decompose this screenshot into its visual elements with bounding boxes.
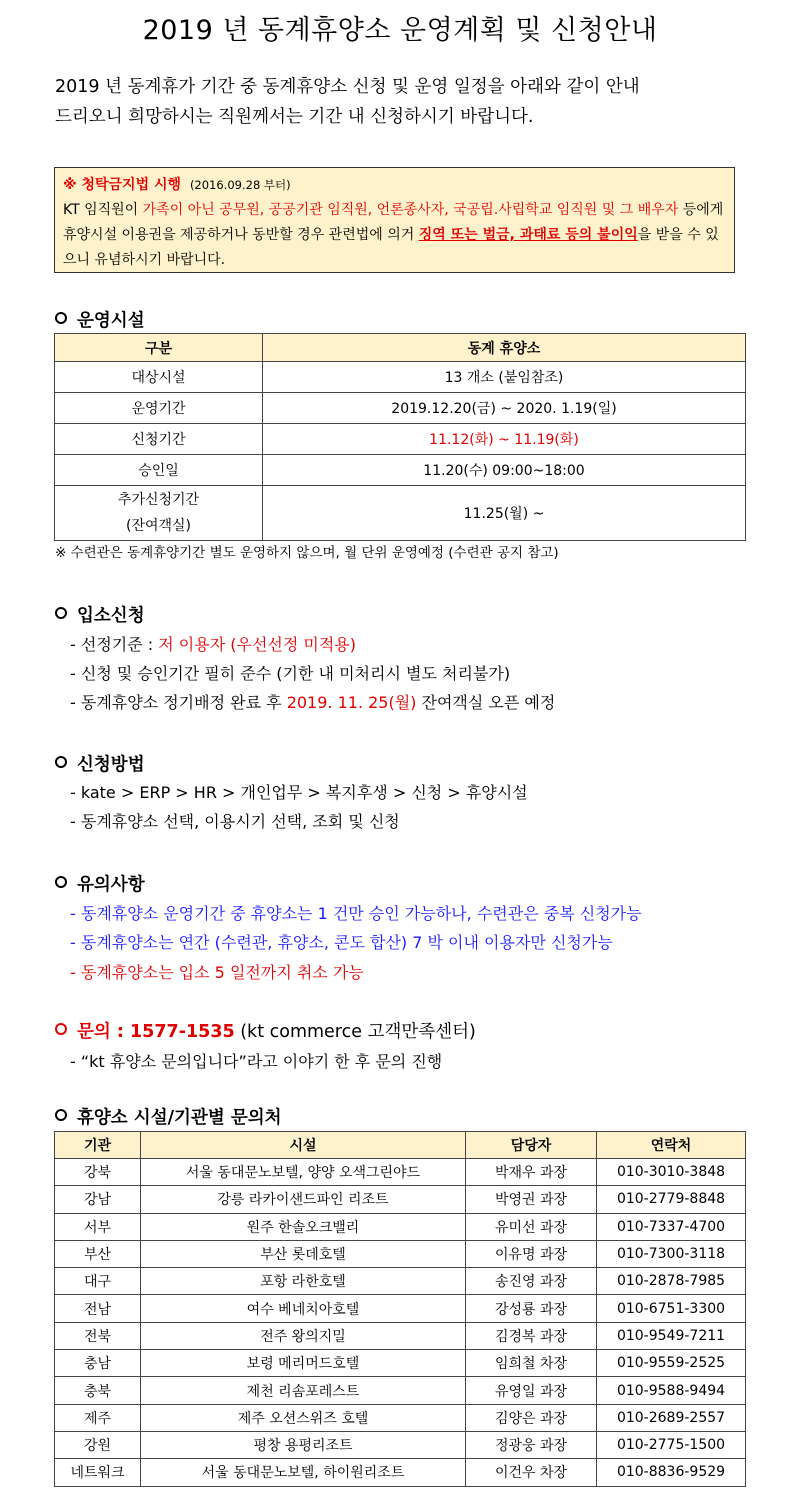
intro-line: 2019 년 동계휴가 기간 중 동계휴양소 신청 및 운영 일정을 아래와 같이 안내 <box>55 77 640 97</box>
manager-cell: 강성룡 과장 <box>466 1295 597 1322</box>
page-title: 2019 년 동계휴양소 운영계획 및 신청안내 <box>142 15 658 46</box>
notice-heading: ※ 청탁금지법 시행 <box>63 177 182 193</box>
cell-line: (잔여객실) <box>125 518 192 534</box>
manager-cell: 박영권 과장 <box>466 1186 597 1213</box>
contact-suffix: (kt commerce 고객만족센터) <box>234 1022 476 1042</box>
table-header: 담당자 <box>466 1132 597 1159</box>
org-cell: 서부 <box>55 1213 141 1240</box>
notes-line: - 동계휴양소 운영기간 중 휴양소는 1 건만 승인 가능하나, 수련관은 중복 신청가능 <box>70 904 642 923</box>
table-row <box>55 362 746 393</box>
section-apply <box>55 602 145 627</box>
phone-cell: 010-2775-1500 <box>597 1431 746 1458</box>
circle-bullet-icon <box>55 1109 67 1121</box>
cell-line: 추가신청기간 <box>117 492 200 508</box>
table-cell <box>55 486 263 541</box>
manager-cell: 임희철 차장 <box>466 1350 597 1377</box>
notice-date: (2016.09.28 부터) <box>189 178 291 192</box>
table-row <box>55 424 746 455</box>
table-cell: 11.20(수) 09:00~18:00 <box>263 455 746 486</box>
org-cell: 강북 <box>55 1159 141 1186</box>
org-cell: 충북 <box>55 1377 141 1404</box>
table-cell: 승인일 <box>55 455 263 486</box>
section-heading: 유의사항 <box>77 875 145 895</box>
manager-cell: 유미선 과장 <box>466 1213 597 1240</box>
table-cell: 13 개소 (붙임참조) <box>263 362 746 393</box>
facility-cell: 보령 메리머드호텔 <box>141 1350 466 1377</box>
table-row <box>55 1268 746 1295</box>
notice-box <box>54 167 735 273</box>
facilities-table <box>54 333 746 541</box>
table-header: 기관 <box>55 1132 141 1159</box>
table-cell: 운영기간 <box>55 393 263 424</box>
manager-cell: 이유명 과장 <box>466 1240 597 1267</box>
org-cell: 대구 <box>55 1268 141 1295</box>
phone-cell: 010-2689-2557 <box>597 1404 746 1431</box>
facility-cell: 부산 롯데호텔 <box>141 1240 466 1267</box>
facility-cell: 원주 한솔오크밸리 <box>141 1213 466 1240</box>
table-header: 시설 <box>141 1132 466 1159</box>
section-contact <box>55 1018 476 1043</box>
table-row <box>55 1240 746 1267</box>
org-cell: 네트워크 <box>55 1459 141 1486</box>
notice-text: KT 임직원이 <box>63 202 143 218</box>
text-highlight: 저 이용자 (우선선정 미적용) <box>158 635 357 654</box>
text: - 동계휴양소 정기배정 완료 후 <box>70 693 287 712</box>
table-row <box>55 486 746 541</box>
table-cell: 신청기간 <box>55 424 263 455</box>
facility-cell: 서울 동대문노보텔, 하이원리조트 <box>141 1459 466 1486</box>
table-header: 연락처 <box>597 1132 746 1159</box>
table-cell: 대상시설 <box>55 362 263 393</box>
facility-cell: 제주 오션스위즈 호텔 <box>141 1404 466 1431</box>
notice-body <box>63 198 726 273</box>
circle-bullet-icon <box>55 756 67 768</box>
section-facilities <box>55 307 145 332</box>
table-row <box>55 1186 746 1213</box>
table-row <box>55 1377 746 1404</box>
circle-bullet-icon <box>55 607 67 619</box>
phone-cell: 010-9588-9494 <box>597 1377 746 1404</box>
org-cell: 충남 <box>55 1350 141 1377</box>
section-heading: 신청방법 <box>77 755 145 775</box>
facility-cell: 평창 용평리조트 <box>141 1431 466 1458</box>
table-row <box>55 1322 746 1349</box>
section-heading: 문의 : 1577-1535 <box>77 1022 235 1042</box>
section-directory <box>55 1104 282 1129</box>
phone-cell: 010-6751-3300 <box>597 1295 746 1322</box>
table-header: 동계 휴양소 <box>263 334 746 362</box>
table-row <box>55 1159 746 1186</box>
phone-cell: 010-8836-9529 <box>597 1459 746 1486</box>
method-line: - kate > ERP > HR > 개인업무 > 복지후생 > 신청 > 휴양시설 <box>70 783 528 802</box>
manager-cell: 유영일 과장 <box>466 1377 597 1404</box>
section-heading: 입소신청 <box>77 606 145 626</box>
manager-cell: 이건우 차장 <box>466 1459 597 1486</box>
notice-text: 등에게 휴양시설 이용권을 제공하거나 동반할 경우 관련법에 의거 <box>63 202 724 243</box>
table-cell: 11.12(화) ~ 11.19(화) <box>263 424 746 455</box>
notes-line: - 동계휴양소는 입소 5 일전까지 취소 가능 <box>70 963 364 982</box>
notice-penalty: 징역 또는 벌금, 과태료 등의 불이익 <box>418 227 638 243</box>
table-row <box>55 1213 746 1240</box>
contact-line: - “kt 휴양소 문의입니다”라고 이야기 한 후 문의 진행 <box>70 1052 443 1071</box>
facility-cell: 제천 리솜포레스트 <box>141 1377 466 1404</box>
facility-cell: 포항 라한호텔 <box>141 1268 466 1295</box>
phone-cell: 010-3010-3848 <box>597 1159 746 1186</box>
table-row <box>55 1459 746 1486</box>
text: 잔여객실 오픈 예정 <box>416 693 556 712</box>
intro-line: 드리오니 희망하시는 직원께서는 기간 내 신청하시기 바랍니다. <box>55 107 534 127</box>
apply-line <box>70 690 555 713</box>
section-heading: 휴양소 시설/기관별 문의처 <box>77 1108 282 1128</box>
table-cell: 2019.12.20(금) ~ 2020. 1.19(일) <box>263 393 746 424</box>
org-cell: 전북 <box>55 1322 141 1349</box>
table-row <box>55 1295 746 1322</box>
manager-cell: 송진영 과장 <box>466 1268 597 1295</box>
notice-highlight: 가족이 아닌 공무원, 공공기관 임직원, 언론종사자, 국공립.사립학교 임직원 및 그 배우자 <box>142 202 679 218</box>
table-cell: 11.25(월) ~ <box>263 486 746 541</box>
text: - 선정기준 : <box>70 635 159 654</box>
apply-line: - 신청 및 승인기간 필히 준수 (기한 내 미처리시 별도 처리불가) <box>70 664 511 683</box>
phone-cell: 010-7300-3118 <box>597 1240 746 1267</box>
manager-cell: 박재우 과장 <box>466 1159 597 1186</box>
org-cell: 전남 <box>55 1295 141 1322</box>
manager-cell: 정광웅 과장 <box>466 1431 597 1458</box>
phone-cell: 010-2779-8848 <box>597 1186 746 1213</box>
table-row <box>55 1350 746 1377</box>
org-cell: 제주 <box>55 1404 141 1431</box>
table-header: 구분 <box>55 334 263 362</box>
facility-cell: 전주 왕의지밀 <box>141 1322 466 1349</box>
manager-cell: 김양은 과장 <box>466 1404 597 1431</box>
notice-text: 을 받을 수 있으니 유념하시기 바랍니다. <box>63 227 719 268</box>
notes-line: - 동계휴양소는 연간 (수련관, 휴양소, 콘도 합산) 7 박 이내 이용자만 신청가능 <box>70 933 613 952</box>
phone-cell: 010-7337-4700 <box>597 1213 746 1240</box>
manager-cell: 김경복 과장 <box>466 1322 597 1349</box>
table-row <box>55 455 746 486</box>
footnote: ※ 수련관은 동계휴양기간 별도 운영하지 않으며, 월 단위 운영예정 (수련관 공지 참고) <box>55 545 559 561</box>
org-cell: 강남 <box>55 1186 141 1213</box>
section-heading: 운영시설 <box>77 311 145 331</box>
phone-cell: 010-2878-7985 <box>597 1268 746 1295</box>
org-cell: 부산 <box>55 1240 141 1267</box>
circle-bullet-icon <box>55 876 67 888</box>
directory-table <box>54 1131 746 1487</box>
apply-line <box>70 632 356 655</box>
facility-cell: 서울 동대문노보텔, 양양 오색그린야드 <box>141 1159 466 1186</box>
section-method <box>55 751 145 776</box>
phone-cell: 010-9549-7211 <box>597 1322 746 1349</box>
text-highlight: 2019. 11. 25(월) <box>286 693 417 712</box>
facility-cell: 강릉 라카이샌드파인 리조트 <box>141 1186 466 1213</box>
circle-bullet-icon <box>55 1023 67 1035</box>
facility-cell: 여수 베네치아호텔 <box>141 1295 466 1322</box>
section-notes <box>55 871 145 896</box>
org-cell: 강원 <box>55 1431 141 1458</box>
table-row <box>55 1431 746 1458</box>
circle-bullet-icon <box>55 312 67 324</box>
method-line: - 동계휴양소 선택, 이용시기 선택, 조회 및 신청 <box>70 812 400 831</box>
phone-cell: 010-9559-2525 <box>597 1350 746 1377</box>
table-row <box>55 1404 746 1431</box>
intro-text <box>55 72 640 132</box>
table-row <box>55 393 746 424</box>
